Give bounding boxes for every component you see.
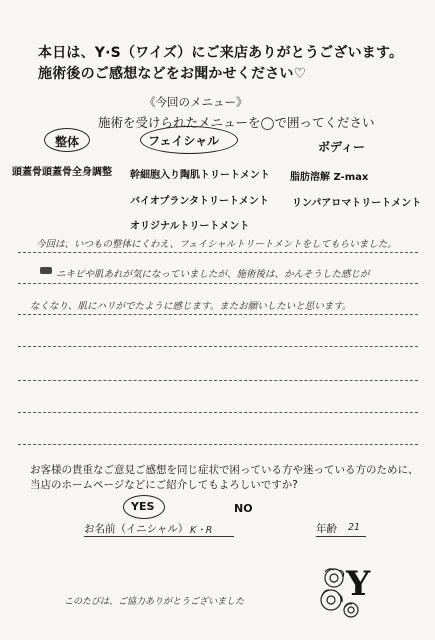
writing-line [18,314,418,315]
consent-yes: YES [131,500,155,513]
category-facial: フェイシャル [148,134,220,148]
header-request: 施術後のご感想などをお聞かせください♡ [38,66,307,82]
item-lymph-aroma: リンパアロマトリートメント [292,198,422,209]
comment-line-3: なくなり、肌にハリがでたように感じます。またお願いしたいと思います。 [30,301,352,312]
comment-line-2: ニキビや肌あれが気になっていましたが、施術後は、かんそうした感じが [56,269,370,280]
consent-no: NO [234,502,253,515]
scribble-mark [40,267,52,274]
item-stem-cell-treatment: 幹細胞入り陶肌トリートメント [130,170,270,181]
name-value: K・R [190,525,213,536]
selection-circle-yes [123,495,165,519]
writing-line [18,346,418,347]
menu-title: 《今回のメニュー》 [144,95,248,109]
category-seitai: 整体 [55,135,80,149]
age-label: 年齢 [316,523,337,535]
category-body: ボディー [318,140,366,154]
age-value: 21 [348,522,361,533]
item-original-treatment: オリジナルトリートメント [130,221,250,232]
shop-logo [318,560,380,622]
writing-line [18,444,418,445]
item-zmax: 脂肪溶解 Z-max [290,172,369,183]
comment-line-1: 今回は、いつもの整体にくわえ、フェイシャルトリートメントをしてもらいました。 [36,239,397,250]
menu-instruction: 施術を受けられたメニューを◯で囲ってください [98,115,375,130]
consent-question-line2: 当店のホームページなどにご紹介してもよろしいですか? [30,479,298,491]
header-greeting: 本日は、Y·S（ワイズ）にご来店ありがとうございます。 [38,45,404,61]
name-underline [84,536,234,537]
footer-thanks: このたびは、ご協力ありがとうございました [64,597,245,607]
age-underline [316,536,366,537]
selection-circle-facial [140,126,238,154]
consent-question-line1: お客様の貴重なご意見ご感想を同じ症状で困っている方や迷っている方のために、 [30,464,419,476]
item-bioplanta-treatment: バイオプランタトリートメント [130,196,269,207]
item-cranial-adjustment: 頭蓋骨頭蓋骨全身調整 [12,167,112,178]
writing-line [18,412,418,413]
writing-line [18,380,418,381]
writing-line [18,252,418,253]
name-label: お名前（イニシャル） [84,523,189,535]
writing-line [18,283,418,284]
selection-circle-seitai [44,128,90,152]
logo-letter: Y [346,564,371,604]
